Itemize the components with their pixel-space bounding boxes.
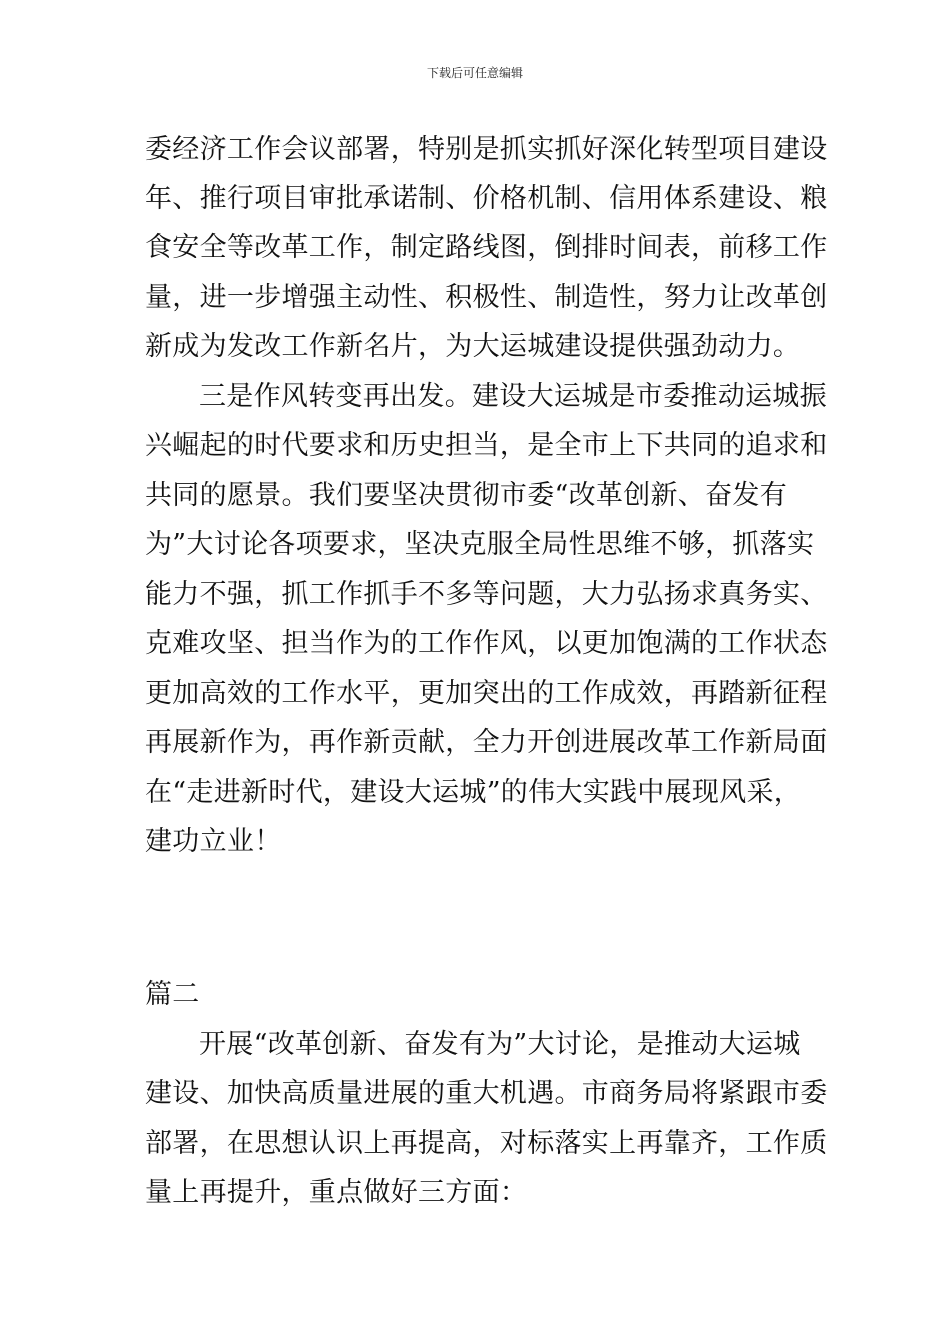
text-line: 建功立业！ bbox=[145, 826, 282, 857]
text-line: 能力不强，抓工作抓手不多等问题，大力弘扬求真务实、 bbox=[145, 579, 828, 610]
text-line: 建设、加快高质量进展的重大机遇。市商务局将紧跟市委 bbox=[145, 1078, 828, 1109]
text-line: 食安全等改革工作，制定路线图，倒排时间表，前移工作 bbox=[145, 232, 828, 263]
text-line: 共同的愿景。我们要坚决贯彻市委“改革创新、奋发有 bbox=[145, 480, 788, 511]
text-line: 兴崛起的时代要求和历史担当，是全市上下共同的追求和 bbox=[145, 430, 828, 461]
text-line: 量上再提升，重点做好三方面： bbox=[145, 1177, 528, 1208]
text-line: 委经济工作会议部署，特别是抓实抓好深化转型项目建设 bbox=[145, 134, 828, 165]
text-line: 开展“改革创新、奋发有为”大讨论，是推动大运城 bbox=[199, 1029, 801, 1060]
page-header: 下载后可任意编辑 bbox=[426, 66, 523, 80]
text-line: 更加高效的工作水平，更加突出的工作成效，再踏新征程 bbox=[145, 678, 828, 709]
section-title: 篇二 bbox=[145, 979, 200, 1010]
text-line: 三是作风转变再出发。建设大运城是市委推动运城振 bbox=[199, 381, 827, 412]
text-line: 为”大讨论各项要求，坚决克服全局性思维不够，抓落实 bbox=[145, 529, 815, 560]
text-line: 量，进一步增强主动性、积极性、制造性，努力让改革创 bbox=[145, 282, 828, 313]
text-line: 克难攻坚、担当作为的工作作风，以更加饱满的工作状态 bbox=[145, 628, 828, 659]
text-line: 在“走进新时代，建设大运城”的伟大实践中展现风采， bbox=[145, 777, 802, 808]
text-line: 再展新作为，再作新贡献，全力开创进展改革工作新局面 bbox=[145, 727, 828, 758]
text-line: 新成为发改工作新名片，为大运城建设提供强劲动力。 bbox=[145, 331, 801, 362]
text-line: 部署，在思想认识上再提高，对标落实上再靠齐，工作质 bbox=[145, 1128, 828, 1159]
text-line: 年、推行项目审批承诺制、价格机制、信用体系建设、粮 bbox=[145, 183, 828, 214]
